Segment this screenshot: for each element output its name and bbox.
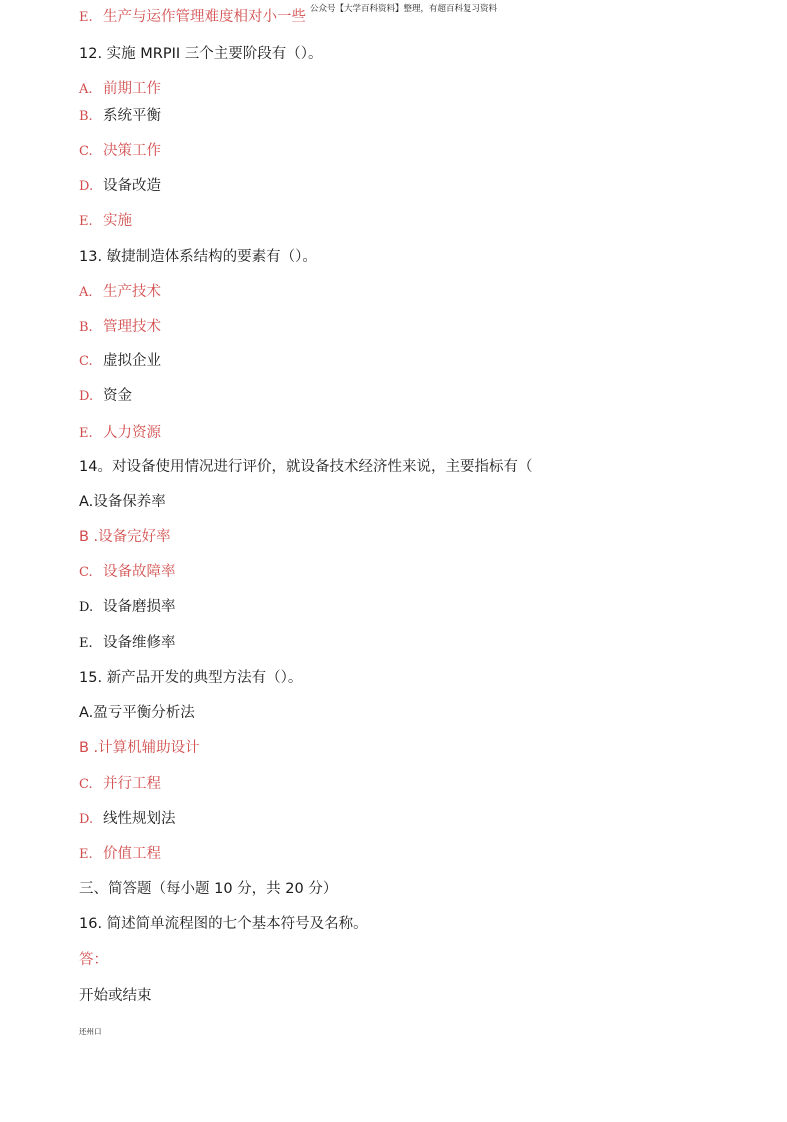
footer-fragment: 还州口 bbox=[79, 1027, 102, 1036]
q15-option-d bbox=[79, 809, 176, 830]
option-text: 盈亏平衡分析法 bbox=[93, 705, 195, 721]
option-text: 虚拟企业 bbox=[103, 353, 161, 369]
option-text: 实施 bbox=[103, 213, 132, 229]
q15-option-e bbox=[79, 844, 161, 865]
option-text: 前期工作 bbox=[103, 81, 161, 97]
q14-option-d bbox=[79, 597, 176, 618]
answer-line: 开始或结束 bbox=[79, 988, 152, 1004]
header-watermark: 公众号【大学百科资料】整理，有超百科复习资料 bbox=[310, 4, 498, 14]
option-letter: E. bbox=[79, 847, 93, 862]
option-letter: B. bbox=[79, 320, 93, 335]
option-text: 资金 bbox=[103, 388, 132, 404]
option-letter: E. bbox=[79, 426, 93, 441]
option-text: 设备保养率 bbox=[93, 494, 166, 510]
option-letter: B. bbox=[79, 109, 93, 124]
option-letter: B . bbox=[79, 529, 99, 545]
q16-title: 16. 简述简单流程图的七个基本符号及名称。 bbox=[79, 916, 368, 932]
option-letter: E. bbox=[79, 636, 93, 651]
option-text: 设备完好率 bbox=[98, 529, 171, 545]
option-text: 决策工作 bbox=[103, 143, 161, 159]
q15-option-a bbox=[79, 703, 195, 723]
option-letter: C. bbox=[79, 777, 93, 792]
q12-option-a bbox=[79, 79, 161, 100]
option-text: 设备磨损率 bbox=[103, 599, 176, 615]
option-text: 设备故障率 bbox=[103, 564, 176, 580]
option-letter: D. bbox=[79, 179, 94, 194]
option-text: 设备改造 bbox=[103, 178, 161, 194]
option-text: 生产与运作管理难度相对小一些 bbox=[103, 9, 306, 25]
q14-option-c bbox=[79, 562, 176, 583]
q13-option-e bbox=[79, 423, 161, 444]
q15-option-b bbox=[79, 738, 200, 758]
option-letter: D. bbox=[79, 812, 94, 827]
option-letter: E. bbox=[79, 10, 93, 25]
q14-title: 14。对设备使用情况进行评价，就设备技术经济性来说，主要指标有（ bbox=[79, 459, 533, 475]
q12-option-c bbox=[79, 141, 161, 162]
q13-option-a bbox=[79, 282, 161, 303]
q15-title: 15. 新产品开发的典型方法有（）。 bbox=[79, 670, 303, 686]
q13-title: 13. 敏捷制造体系结构的要素有（）。 bbox=[79, 249, 317, 265]
option-text: 并行工程 bbox=[103, 776, 161, 792]
option-letter: A. bbox=[79, 705, 94, 721]
q12-option-d bbox=[79, 176, 161, 197]
option-letter: A. bbox=[79, 494, 94, 510]
option-letter: B . bbox=[79, 740, 99, 756]
answer-label: 答： bbox=[79, 952, 108, 968]
q12-option-e bbox=[79, 211, 132, 232]
option-text: 设备维修率 bbox=[103, 635, 176, 651]
option-letter: D. bbox=[79, 600, 94, 615]
q11-option-e bbox=[79, 7, 306, 28]
option-letter: A. bbox=[79, 285, 93, 300]
q13-option-d bbox=[79, 386, 132, 407]
q12-option-b bbox=[79, 106, 161, 127]
option-text: 生产技术 bbox=[103, 284, 161, 300]
option-letter: C. bbox=[79, 354, 93, 369]
q14-option-b bbox=[79, 527, 171, 547]
section-heading: 三、简答题（每小题 10 分，共 20 分） bbox=[79, 881, 338, 897]
option-text: 系统平衡 bbox=[103, 108, 161, 124]
q14-option-e bbox=[79, 633, 176, 654]
q13-option-c bbox=[79, 351, 161, 372]
option-text: 价值工程 bbox=[103, 846, 161, 862]
option-letter: C. bbox=[79, 144, 93, 159]
option-letter: E. bbox=[79, 214, 93, 229]
option-text: 线性规划法 bbox=[103, 811, 176, 827]
q13-option-b bbox=[79, 317, 161, 338]
option-text: 人力资源 bbox=[103, 425, 161, 441]
option-letter: D. bbox=[79, 389, 94, 404]
q12-title: 12. 实施 MRPII 三个主要阶段有（）。 bbox=[79, 46, 323, 62]
option-text: 计算机辅助设计 bbox=[98, 740, 200, 756]
q15-option-c bbox=[79, 774, 161, 795]
option-letter: C. bbox=[79, 565, 93, 580]
q14-option-a bbox=[79, 492, 166, 512]
option-text: 管理技术 bbox=[103, 319, 161, 335]
option-letter: A. bbox=[79, 82, 93, 97]
